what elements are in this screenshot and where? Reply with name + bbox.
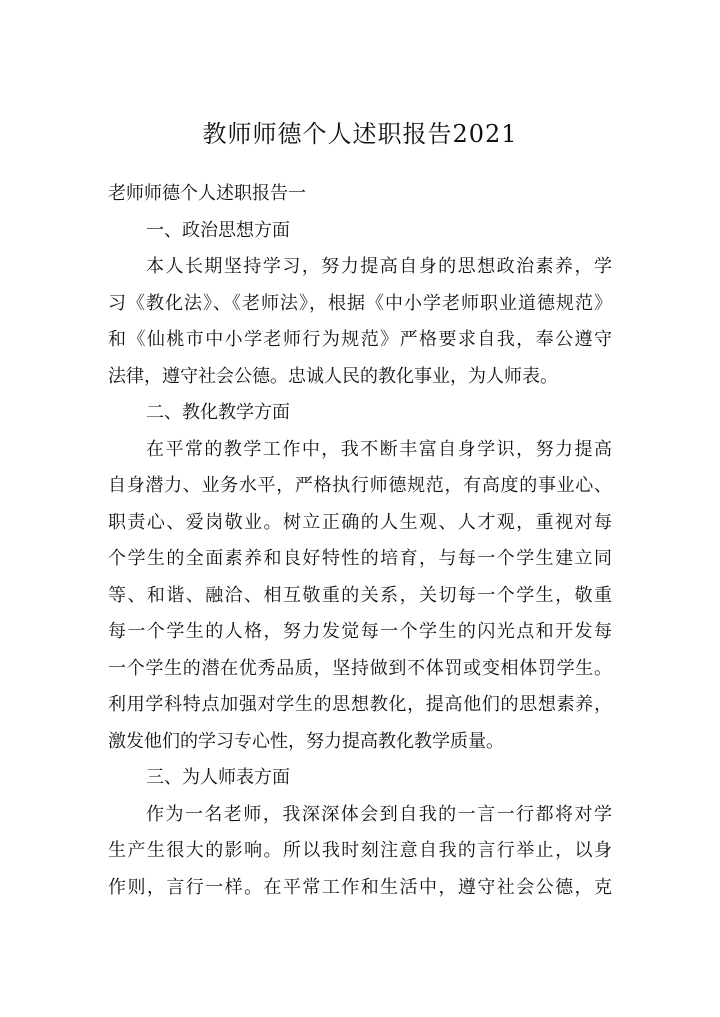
document-title: 教师师德个人述职报告2021 xyxy=(202,120,518,148)
text-line: 一个学生的潜在优秀品质，坚持做到不体罚或变相体罚学生。 xyxy=(108,657,612,679)
text-line: 每一个学生的人格，努力发觉每一个学生的闪光点和开发每 xyxy=(108,621,612,642)
text-line: 在平常的教学工作中，我不断丰富自身学识，努力提高 xyxy=(146,438,612,460)
text-line: 习《教化法》、《老师法》，根据《中小学老师职业道德规范》 xyxy=(108,292,612,314)
text-line: 职责心、爱岗敬业。树立正确的人生观、人才观，重视对每 xyxy=(108,511,612,533)
text-line: 老师师德个人述职报告一 xyxy=(108,183,306,204)
text-line: 作为一名老师，我深深体会到自我的一言一行都将对学 xyxy=(146,803,612,825)
text-line: 生产生很大的影响。所以我时刻注意自我的言行举止，以身 xyxy=(108,840,612,861)
text-line: 法律，遵守社会公德。忠诚人民的教化事业，为人师表。 xyxy=(108,365,558,387)
text-line: 利用学科特点加强对学生的思想教化，提高他们的思想素养， xyxy=(108,694,612,715)
text-line: 个学生的全面素养和良好特性的培育，与每一个学生建立同 xyxy=(108,548,612,569)
text-line: 和《仙桃市中小学老师行为规范》严格要求自我，奉公遵守 xyxy=(108,329,612,350)
text-line: 三、为人师表方面 xyxy=(146,767,290,788)
text-line: 一、政治思想方面 xyxy=(146,219,290,241)
text-line: 二、教化教学方面 xyxy=(146,402,290,423)
text-line: 作则，言行一样。在平常工作和生活中，遵守社会公德，克 xyxy=(108,876,612,898)
document-body xyxy=(108,176,612,906)
text-line: 等、和谐、融洽、相互敬重的关系，关切每一个学生，敬重 xyxy=(108,584,612,606)
text-line: 自身潜力、业务水平，严格执行师德规范，有高度的事业心、 xyxy=(108,475,612,496)
text-line: 本人长期坚持学习，努力提高自身的思想政治素养，学 xyxy=(146,256,612,277)
text-line: 激发他们的学习专心性，努力提高教化教学质量。 xyxy=(108,730,504,752)
